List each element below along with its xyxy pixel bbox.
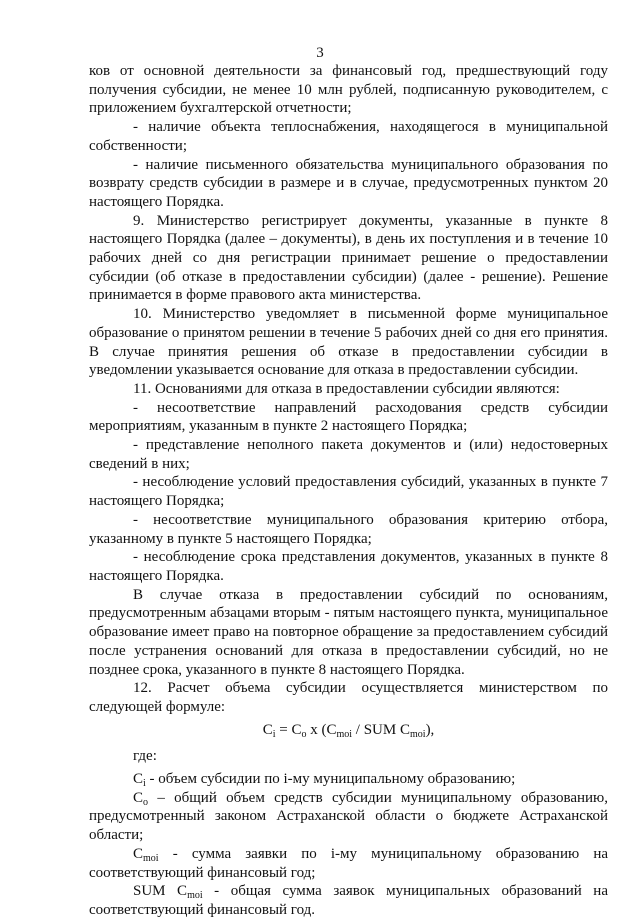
paragraph-refusal-reason-5: - несоблюдение срока представления документов, указанных в пункте 8 настоящего Порядка. [89,549,608,584]
paragraph-heat-supply-object: - наличие объекта теплоснабжения, находящегося в муниципальной собственности; [89,119,608,154]
definition-co: $C_o$ – общий объем средств субсидии муниципальному образованию, предусмотренный законом Астраханской области о бюджете Астраханской области; [89,789,608,844]
paragraph-refusal-reason-2: - представление неполного пакета документов и (или) недостоверных сведений в них; [89,437,608,472]
paragraph-item-12: 12. Расчет объема субсидии осуществляется министерством по следующей формуле: [89,680,608,715]
definition-cmoi: $C_{moi}$ - сумма заявки по i-му муниципальному образованию на соответствующий финансовый год; [89,845,608,881]
where-label: где: [133,748,157,765]
paragraph-item-11: 11. Основаниями для отказа в предоставлении субсидии являются: [133,380,560,397]
paragraph-refusal-reason-4: - несоответствие муниципального образования критерию отбора, указанному в пункте 5 настоящего Порядка; [89,511,608,547]
paragraph-refusal-reason-1: - несоответствие направлений расходования средств субсидии мероприятиям, указанным в пункте 2 настоящего Порядка; [89,399,608,435]
paragraph-repeated-application: В случае отказа в предоставлении субсидий по основаниям, предусмотренным абзацами вторым - пятым настоящего пункта, муниципальное образование имеет право на повторное обращение за предоставлением субсидий после устранения оснований для отказа в предоставлении субсидий, но не позднее срока, указанного в пункте 8 настоящего Порядка. [89,586,608,678]
definition-sum-cmoi: SUM $C_{moi}$ - общая сумма заявок муниципальных образований на соответствующий финансовый год. [89,883,608,918]
paragraph-item-10: 10. Министерство уведомляет в письменной форме муниципальное образование о принятом решении в течение 5 рабочих дней со дня его принятия. В случае принятия решения об отказе в предоставлении субсидии в уведомлении указывается основание для отказа в предоставлении субсидии. [89,306,608,379]
definition-ci: $C_i$ - объем субсидии по i-му муниципальному образованию; [133,771,516,790]
paragraph-refusal-reason-3: - несоблюдение условий предоставления субсидий, указанных в пункте 7 настоящего Порядка; [89,474,608,510]
paragraph-item-9: 9. Министерство регистрирует документы, указанные в пункте 8 настоящего Порядка (далее – документы), в день их поступления и в течение 10 рабочих дней со дня регистрации принимает решение о предоставлении субсидии (об отказе в предоставлении субсидии) (далее - решение). Решение принимается в форме правового акта министерства. [89,212,608,304]
subsidy-formula: $C_i = C_o$ x ($C_{moi}$ / SUM $C_{moi}$), [262,721,435,740]
document-body [89,62,608,920]
paragraph-written-obligation: - наличие письменного обязательства муниципального образования по возврату средств субсидии в размере и в случае, предусмотренных пунктом 20 настоящего Порядка. [89,156,608,210]
paragraph-continuation: ков от основной деятельности за финансовый год, предшествующий году получения субсидии, не менее 10 млн рублей, подписанную руководителем, с приложением бухгалтерской отчетности; [89,63,608,117]
page-number: 3 [316,45,324,61]
